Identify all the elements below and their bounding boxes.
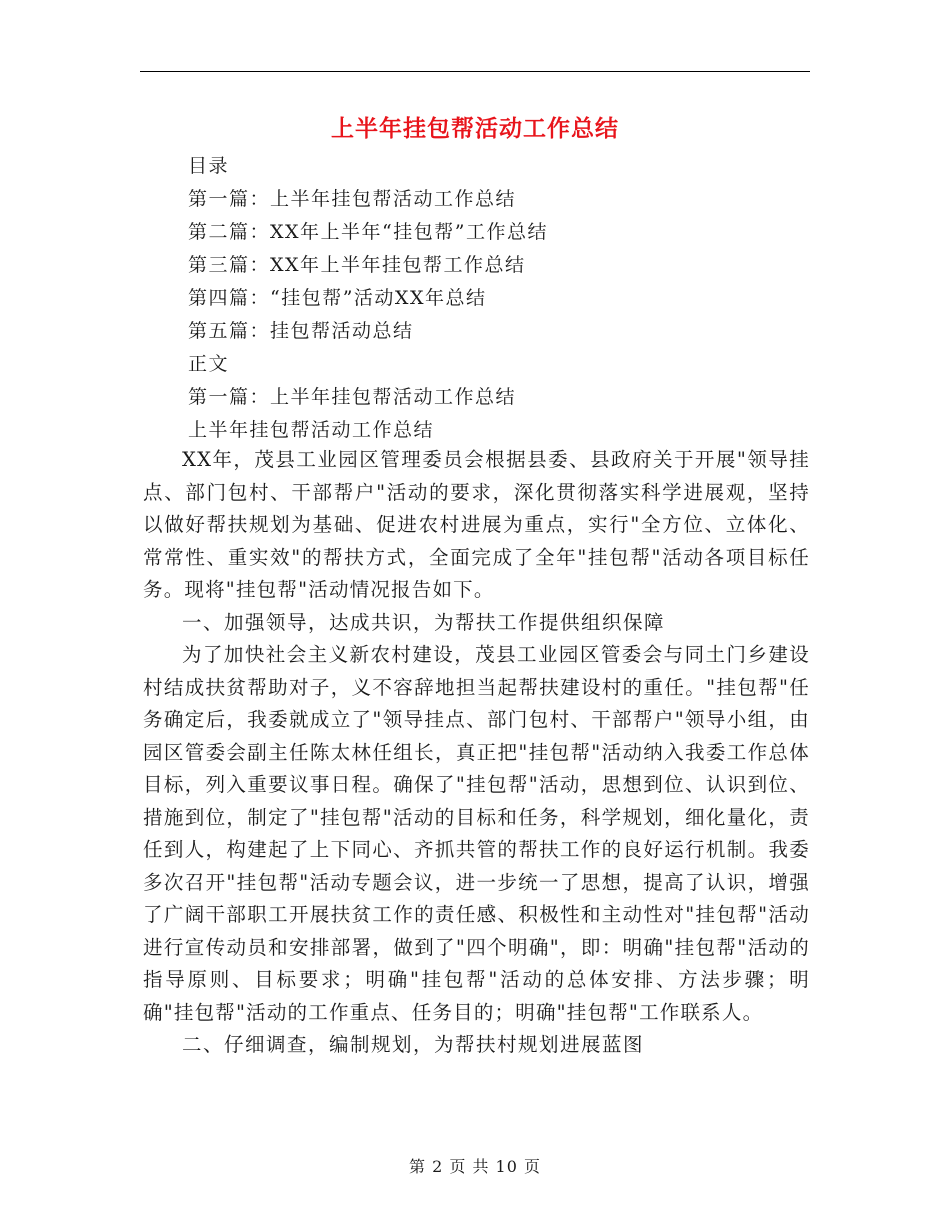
document-body — [143, 444, 810, 1062]
body-heading: 正文 — [188, 353, 230, 375]
toc-item: 第二篇：XX年上半年“挂包帮”工作总结 — [188, 221, 548, 243]
body-paragraph: XX年，茂县工业园区管理委员会根据县委、县政府关于开展"领导挂点、部门包村、干部帮户"活动的要求，深化贯彻落实科学进展观，坚持以做好帮扶规划为基础、促进农村进展为重点，实行"全方位、立体化、常常性、重实效"的帮扶方式，全面完成了全年"挂包帮"活动各项目标任务。现将"挂包帮"活动情况报告如下。 — [143, 448, 810, 601]
toc-item: 第四篇：“挂包帮”活动XX年总结 — [188, 287, 487, 309]
section-subtitle: 上半年挂包帮活动工作总结 — [188, 419, 435, 441]
body-paragraph: 为了加快社会主义新农村建设，茂县工业园区管委会与同土门乡建设村结成扶贫帮助对子，义不容辞地担当起帮扶建设村的重任。"挂包帮"任务确定后，我委就成立了"领导挂点、部门包村、干部帮户"领导小组，由园区管委会副主任陈太林任组长，真正把"挂包帮"活动纳入我委工作总体目标，列入重要议事日程。确保了"挂包帮"活动，思想到位、认识到位、措施到位，制定了"挂包帮"活动的目标和任务，科学规划，细化量化，责任到人，构建起了上下同心、齐抓共管的帮扶工作的良好运行机制。我委多次召开"挂包帮"活动专题会议，进一步统一了思想，提高了认识，增强了广阔干部职工开展扶贫工作的责任感、积极性和主动性对"挂包帮"活动进行宣传动员和安排部署，做到了"四个明确"，即：明确"挂包帮"活动的指导原则、目标要求；明确"挂包帮"活动的总体安排、方法步骤；明确"挂包帮"活动的工作重点、任务目的；明确"挂包帮"工作联系人。 — [143, 643, 810, 1024]
toc-item: 第一篇：上半年挂包帮活动工作总结 — [188, 188, 517, 210]
section-heading: 二、仔细调查，编制规划，为帮扶村规划进展蓝图 — [182, 1033, 645, 1056]
header-rule — [140, 71, 810, 72]
document-title: 上半年挂包帮活动工作总结 — [331, 116, 619, 142]
toc-item: 第五篇：挂包帮活动总结 — [188, 320, 414, 342]
section-heading: 一、加强领导，达成共识，为帮扶工作提供组织保障 — [182, 610, 666, 634]
toc-heading: 目录 — [188, 155, 230, 177]
page-footer: 第 2 页 共 10 页 — [409, 1157, 541, 1176]
section-title: 第一篇：上半年挂包帮活动工作总结 — [188, 386, 517, 408]
table-of-contents — [188, 150, 548, 447]
toc-item: 第三篇：XX年上半年挂包帮工作总结 — [188, 254, 526, 276]
